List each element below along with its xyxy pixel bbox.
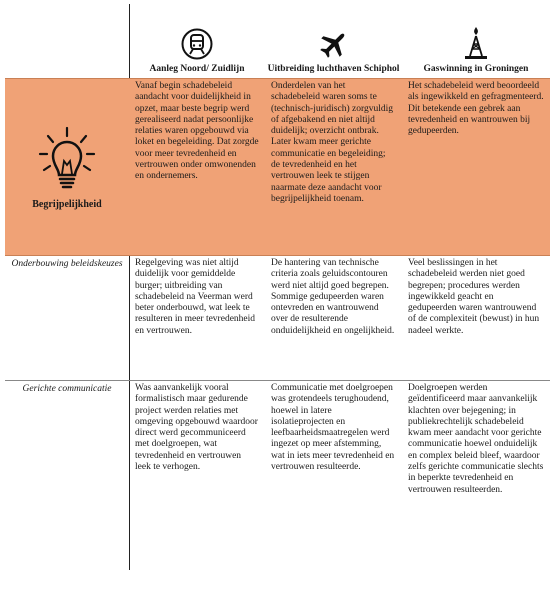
column-header-noord-zuidlijn [129,6,265,78]
row-label: Onderbouwing beleidskeuzes [5,256,129,381]
table-cell: Vanaf begin schadebeleid aandacht voor duidelijkheid in opzet, maar beste begrip werd gerealiseerd nadat persoonlijke relaties waren opgebouwd via loket en begeleiding. Dat zorgde voor meer tevredenheid en vertrouwen onder omwonenden en ondernemers. [129,78,265,256]
header-corner [5,6,129,78]
table-cell: Het schadebeleid werd beoordeeld als ingewikkeld en gefragmenteerd. Dit betekende een gebrek aan tevredenheid en wantrouwen bij gedupeerden. [402,78,550,256]
row-label-begrijpelijkheid [5,78,129,256]
column-header-schiphol [265,6,402,78]
airplane-icon [318,28,350,60]
train-icon [181,28,213,60]
row-label: Begrijpelijkheid [32,198,102,210]
lightbulb-icon [35,125,99,195]
table-cell: Veel beslissingen in het schadebeleid werden niet goed begrepen; procedures werden ingewikkeld geacht en gedupeerden waren wantrouwend of de complexiteit (bewust) in hun nadeel werkte. [402,256,550,381]
table-cell: Was aanvankelijk vooral formalistisch maar gedurende project werden relaties met omgeving opgebouwd waardoor direct werd gecommuniceerd met doelgroepen, wat tevredenheid en vertrouwen leek te verhogen. [135,383,258,473]
column-title: Uitbreiding luchthaven Schiphol [267,64,400,74]
table-cell: Regelgeving was niet altijd duidelijk voor gemiddelde burger; uitbreiding van schadebeleid na Veerman werd beter onderbouwd, wat leek te resulteren in meer tevredenheid en vertrouwen. [129,256,265,381]
table-cell: Doelgroepen werden geïdentificeerd maar aanvankelijk klachten over bejegening; in publiekrechtelijk schadebeleid kwam meer aandacht voor gerichte communicatie hoewel onduidelijk en complex beleid bleef, waardoor zelfs gerichte communicatie slechts in beperkte tevredenheid en vertrouwen resulteerden. [408,383,544,495]
column-title: Gaswinning in Groningen [423,64,529,74]
row-label: Gerichte communicatie [22,384,112,394]
gas-rig-icon [461,26,491,60]
column-header-groningen [402,6,550,78]
table-cell: Onderdelen van het schadebeleid waren soms te (technisch-juridisch) zorgvuldig of afgebakend en niet altijd duidelijk; overzicht ontbrak. Later kwam meer gerichte communicatie en begeleiding; de tevredenheid en het vertrouwen leek te stijgen naarmate deze aandacht voor begrijpelijkheid toenam. [265,78,402,256]
table-cell: De hantering van technische criteria zoals geluidscontouren werd niet altijd goed begrepen. Sommige gedupeerden waren ontevreden en wantrouwend over de resulterende onduidelijkheid en ongelijkheid. [265,256,402,381]
table-cell: Communicatie met doelgroepen was grotendeels terughoudend, hoewel in latere isolatieprojecten en leefbaarheidsmaatregelen werd ingezet op meer afstemming, wat in iets meer tevredenheid en vertrouwen resulteerde. [271,383,395,473]
comparison-table [5,6,550,571]
column-title: Aanleg Noord/ Zuidlijn [149,64,245,74]
